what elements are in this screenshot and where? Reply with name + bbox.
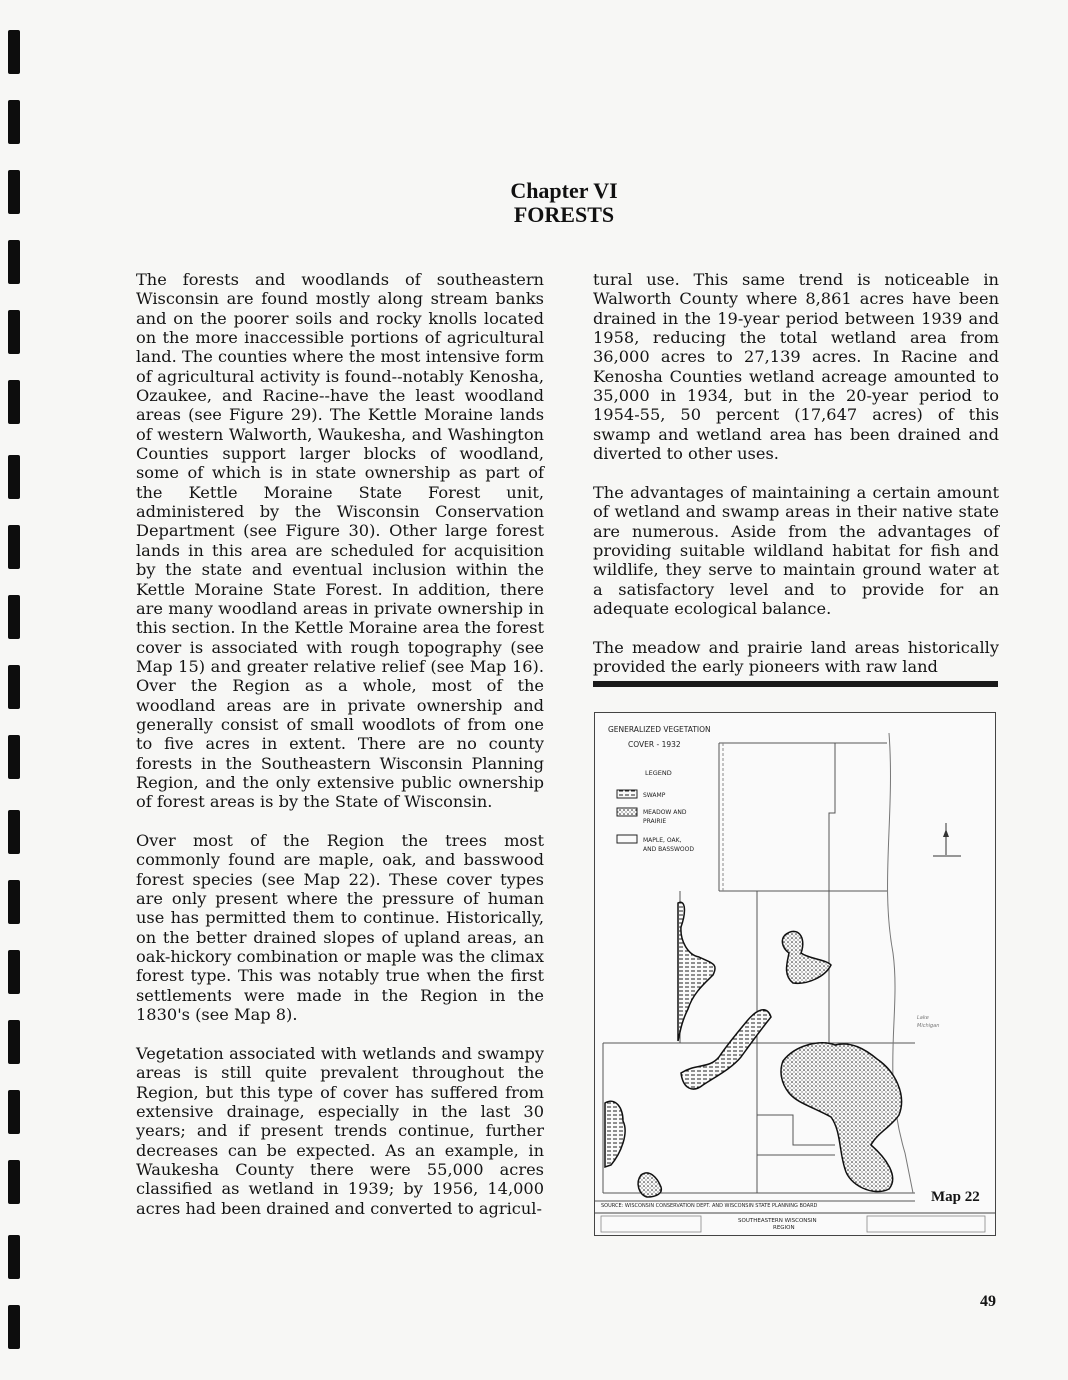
lake-label: Michigan [917,1023,940,1029]
meadow-patch [781,1043,902,1192]
map-subtitle: COVER - 1932 [628,740,681,749]
legend-label-meadow: MEADOW AND [643,809,687,816]
binding-hole [8,525,20,569]
map-footer-region: REGION [773,1225,795,1231]
binding-hole [8,1160,20,1204]
legend-swatch-swamp [617,790,637,798]
chapter-title: FORESTS [513,202,615,227]
binding-hole [8,595,20,639]
paragraph: The advantages of maintaining a certain amount of wetland and swamp areas in their native state are numerous. Aside from the advantages of providing suitable wildland habitat for fish and wildlife, they serve to maintain ground water at a satisfactory level and to provide for an adequate ecological balance. [593,482,999,618]
paragraph: Vegetation associated with wetlands and swampy areas is still quite prevalent throughout the Region, but this type of cover has suffered from extensive drainage, especially in the last 30 years; and if present trends continue, further decreases can be expected. As an example, in Waukesha County there were 55,000 acres classified as wetland in 1939; by 1956, 14,000 acres had been drained and converted to agricul- [136,1043,544,1218]
binding-hole [8,240,20,284]
paragraph: tural use. This same trend is noticeable in Walworth County where 8,861 acres have been drained in the 19-year period between 1939 and 1958, reducing the total wetland area from 36,000 acres to 27,139 acres. In Racine and Kenosha Counties wetland acreage amounted to 35,000 in 1934, but in the 20-year period to 1954-55, 50 percent (17,647 acres) of this swamp and wetland area has been drained and diverted to other uses. [593,270,999,464]
legend-label-maple: MAPLE, OAK, [643,837,682,844]
page-number: 49 [980,1293,996,1310]
meadow-patch [782,931,831,983]
map-caption: Map 22 [931,1189,980,1205]
binding-holes [8,0,22,1380]
binding-hole [8,1305,20,1349]
chapter-number: Chapter VI [510,178,618,203]
binding-hole [8,380,20,424]
lake-label: Lake [917,1015,929,1021]
legend-heading: LEGEND [645,769,672,777]
binding-hole [8,170,20,214]
binding-hole [8,310,20,354]
map-source: SOURCE: WISCONSIN CONSERVATION DEPT. AND WISCONSIN STATE PLANNING BOARD [601,1203,818,1209]
right-column [593,270,999,676]
section-rule [593,681,998,687]
binding-hole [8,100,20,144]
binding-hole [8,665,20,709]
binding-hole [8,1235,20,1279]
left-column [136,270,544,1218]
paragraph: The meadow and prairie land areas historically provided the early pioneers with raw land [593,637,999,676]
binding-hole [8,880,20,924]
map-title: GENERALIZED VEGETATION [608,725,711,734]
meadow-patch [638,1173,661,1197]
legend-label-maple: AND BASSWOOD [643,846,694,853]
binding-hole [8,950,20,994]
binding-hole [8,455,20,499]
paragraph: Over most of the Region the trees most commonly found are maple, oak, and basswood forest species (see Map 22). These cover types are only present where the pressure of human use has permitted them to continue. Historically, on the better drained slopes of upland areas, an oak-hickory combination or maple was the climax forest type. This was notably true when the first settlements were made in the Region in the 1830's (see Map 8). [136,831,544,1025]
legend-swatch-meadow [617,808,637,816]
swamp-strip [605,1101,625,1167]
legend-label-meadow: PRAIRIE [643,818,667,825]
binding-hole [8,1090,20,1134]
binding-hole [8,1020,20,1064]
binding-hole [8,735,20,779]
vegetation-map [594,712,996,1236]
swamp-strip [678,902,715,1041]
north-arrow [933,823,961,856]
legend-swatch-maple [617,835,637,843]
legend-label-swamp: SWAMP [643,792,666,799]
binding-hole [8,30,20,74]
map-footer-region: SOUTHEASTERN WISCONSIN [738,1218,817,1224]
binding-hole [8,810,20,854]
paragraph: The forests and woodlands of southeastern Wisconsin are found mostly along stream banks and on the poorer soils and rocky knolls located on the more inaccessible portions of agricultural land. The counties where the most intensive form of agricultural activity is found--notably Kenosha, Ozaukee, and Racine--have the least woodland areas (see Figure 29). The Kettle Moraine lands of western Walworth, Waukesha, and Washington Counties support larger blocks of woodland, some of which is in state ownership as part of the Kettle Moraine State Forest unit, administered by the Wisconsin Conservation Department (see Figure 30). Other large forest lands in this area are scheduled for acquisition by the state and eventual inclusion within the Kettle Moraine State Forest. In addition, there are many woodland areas in private ownership in this section. In the Kettle Moraine area the forest cover is associated with rough topography (see Map 15) and greater relative relief (see Map 16). Over the Region as a whole, most of the woodland areas are in private ownership and generally consist of small woodlots of from one to five acres in extent. There are no county forests in the Southeastern Wisconsin Planning Region, and the only extensive public ownership of forest areas is by the State of Wisconsin. [136,270,544,812]
